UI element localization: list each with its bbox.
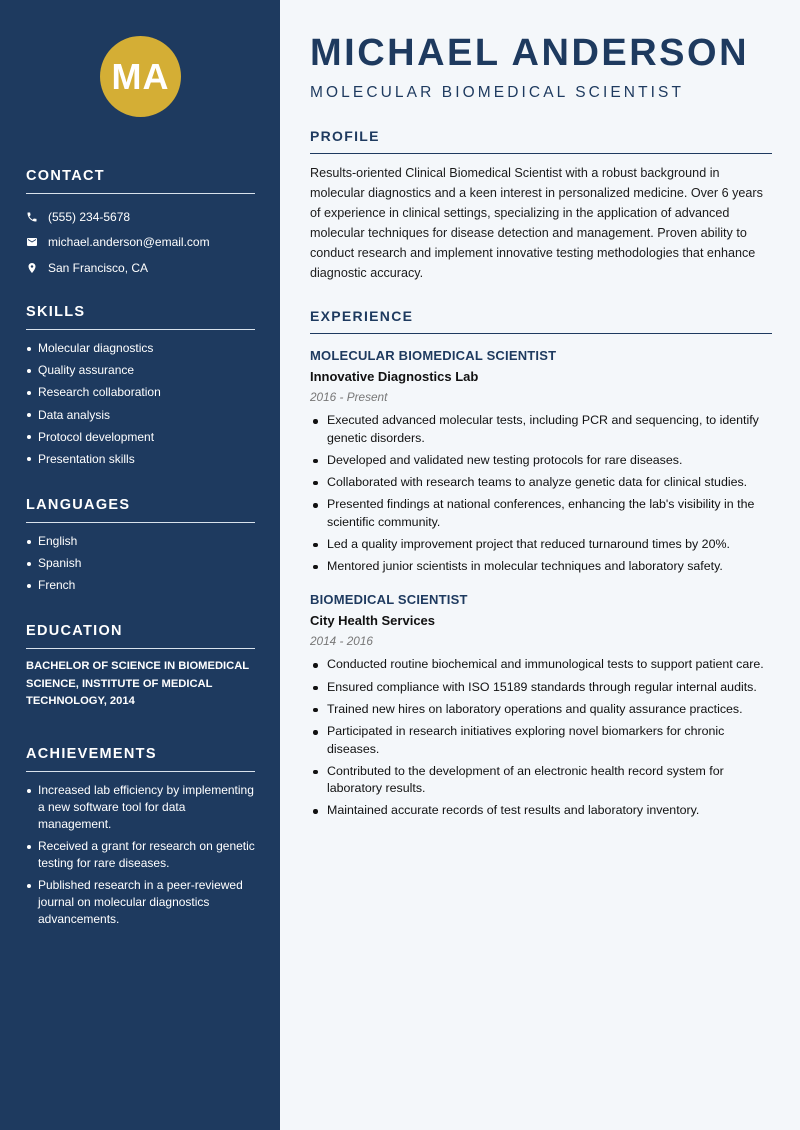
list-item: Spanish bbox=[26, 555, 255, 572]
job-bullets bbox=[310, 412, 772, 575]
job-dates: 2016 - Present bbox=[310, 390, 388, 404]
mail-icon bbox=[26, 236, 38, 248]
list-item: Participated in research initiatives exploring novel biomarkers for chronic diseases. bbox=[310, 723, 772, 758]
education-heading: EDUCATION bbox=[26, 623, 255, 649]
profile-text: Results-oriented Clinical Biomedical Scientist with a robust background in molecular diagnostics and a keen interest in personalized medicine. Over 6 years of experience in clinical settings, specializing in the application of advanced molecular techniques for disease detection and management. Proven ability to conduct research and implement innovative testing methodologies that enhance diagnostic accuracy. bbox=[310, 166, 763, 280]
list-item: Maintained accurate records of test results and laboratory inventory. bbox=[310, 802, 772, 820]
contact-email bbox=[26, 230, 255, 256]
job-company: Innovative Diagnostics Lab bbox=[310, 369, 479, 384]
candidate-name: MICHAEL ANDERSON bbox=[310, 32, 750, 74]
list-item: Received a grant for research on genetic testing for rare diseases. bbox=[26, 838, 255, 872]
skills-section bbox=[26, 304, 255, 473]
list-item: Ensured compliance with ISO 15189 standards through regular internal audits. bbox=[310, 679, 772, 697]
location-text: San Francisco, CA bbox=[48, 260, 149, 275]
profile-section bbox=[310, 128, 772, 283]
job-title: BIOMEDICAL SCIENTIST bbox=[310, 592, 468, 608]
list-item: Protocol development bbox=[26, 429, 255, 446]
experience-section bbox=[310, 308, 772, 825]
experience-heading: EXPERIENCE bbox=[310, 308, 772, 334]
phone-icon bbox=[26, 211, 38, 223]
list-item: Presentation skills bbox=[26, 451, 255, 468]
list-item: Led a quality improvement project that reduced turnaround times by 20%. bbox=[310, 536, 772, 554]
list-item: Trained new hires on laboratory operations and quality assurance practices. bbox=[310, 701, 772, 719]
contact-heading: CONTACT bbox=[26, 168, 255, 194]
list-item: Developed and validated new testing protocols for rare diseases. bbox=[310, 452, 772, 470]
list-item: Published research in a peer-reviewed journal on molecular diagnostics advancements. bbox=[26, 877, 255, 928]
education-section bbox=[26, 623, 255, 711]
languages-heading: LANGUAGES bbox=[26, 497, 255, 523]
job-company: City Health Services bbox=[310, 613, 436, 629]
list-item: English bbox=[26, 533, 255, 550]
sidebar bbox=[0, 0, 280, 1130]
list-item: Executed advanced molecular tests, including PCR and sequencing, to identify genetic disorders. bbox=[310, 412, 772, 447]
achievements-list bbox=[26, 782, 255, 928]
phone-text: (555) 234-5678 bbox=[48, 209, 131, 224]
list-item: Mentored junior scientists in molecular techniques and laboratory safety. bbox=[310, 558, 772, 576]
list-item: Collaborated with research teams to analyze genetic data for clinical studies. bbox=[310, 474, 772, 492]
skills-list bbox=[26, 340, 255, 468]
avatar-initials: MA bbox=[100, 36, 181, 117]
list-item: French bbox=[26, 577, 255, 594]
list-item: Research collaboration bbox=[26, 384, 255, 401]
job-dates: 2014 - 2016 bbox=[310, 634, 373, 649]
contact-section bbox=[26, 168, 255, 281]
list-item: Increased lab efficiency by implementing a new software tool for data management. bbox=[26, 782, 255, 833]
list-item: Data analysis bbox=[26, 407, 255, 424]
list-item: Quality assurance bbox=[26, 362, 255, 379]
skills-heading: SKILLS bbox=[26, 304, 255, 330]
list-item: Contributed to the development of an electronic health record system for laboratory results. bbox=[310, 763, 772, 798]
languages-list bbox=[26, 533, 255, 594]
list-item: Presented findings at national conferences, enhancing the lab's visibility in the scientific community. bbox=[310, 496, 772, 531]
education-text: BACHELOR OF SCIENCE IN BIOMEDICAL SCIENCE, INSTITUTE OF MEDICAL TECHNOLOGY, 2014 bbox=[26, 660, 249, 707]
job-entry bbox=[310, 348, 772, 575]
contact-list bbox=[26, 204, 255, 281]
candidate-title: MOLECULAR BIOMEDICAL SCIENTIST bbox=[310, 84, 685, 101]
languages-section bbox=[26, 497, 255, 600]
achievements-section bbox=[26, 746, 255, 934]
list-item: Conducted routine biochemical and immunological tests to support patient care. bbox=[310, 656, 772, 674]
email-text: michael.anderson@email.com bbox=[48, 235, 210, 250]
list-item: Molecular diagnostics bbox=[26, 340, 255, 357]
contact-phone bbox=[26, 204, 255, 230]
contact-location bbox=[26, 255, 255, 281]
job-bullets bbox=[310, 656, 772, 819]
profile-heading: PROFILE bbox=[310, 128, 772, 154]
job-entry bbox=[310, 592, 772, 819]
location-pin-icon bbox=[26, 262, 38, 274]
achievements-heading: ACHIEVEMENTS bbox=[26, 746, 255, 772]
job-title: MOLECULAR BIOMEDICAL SCIENTIST bbox=[310, 348, 557, 363]
